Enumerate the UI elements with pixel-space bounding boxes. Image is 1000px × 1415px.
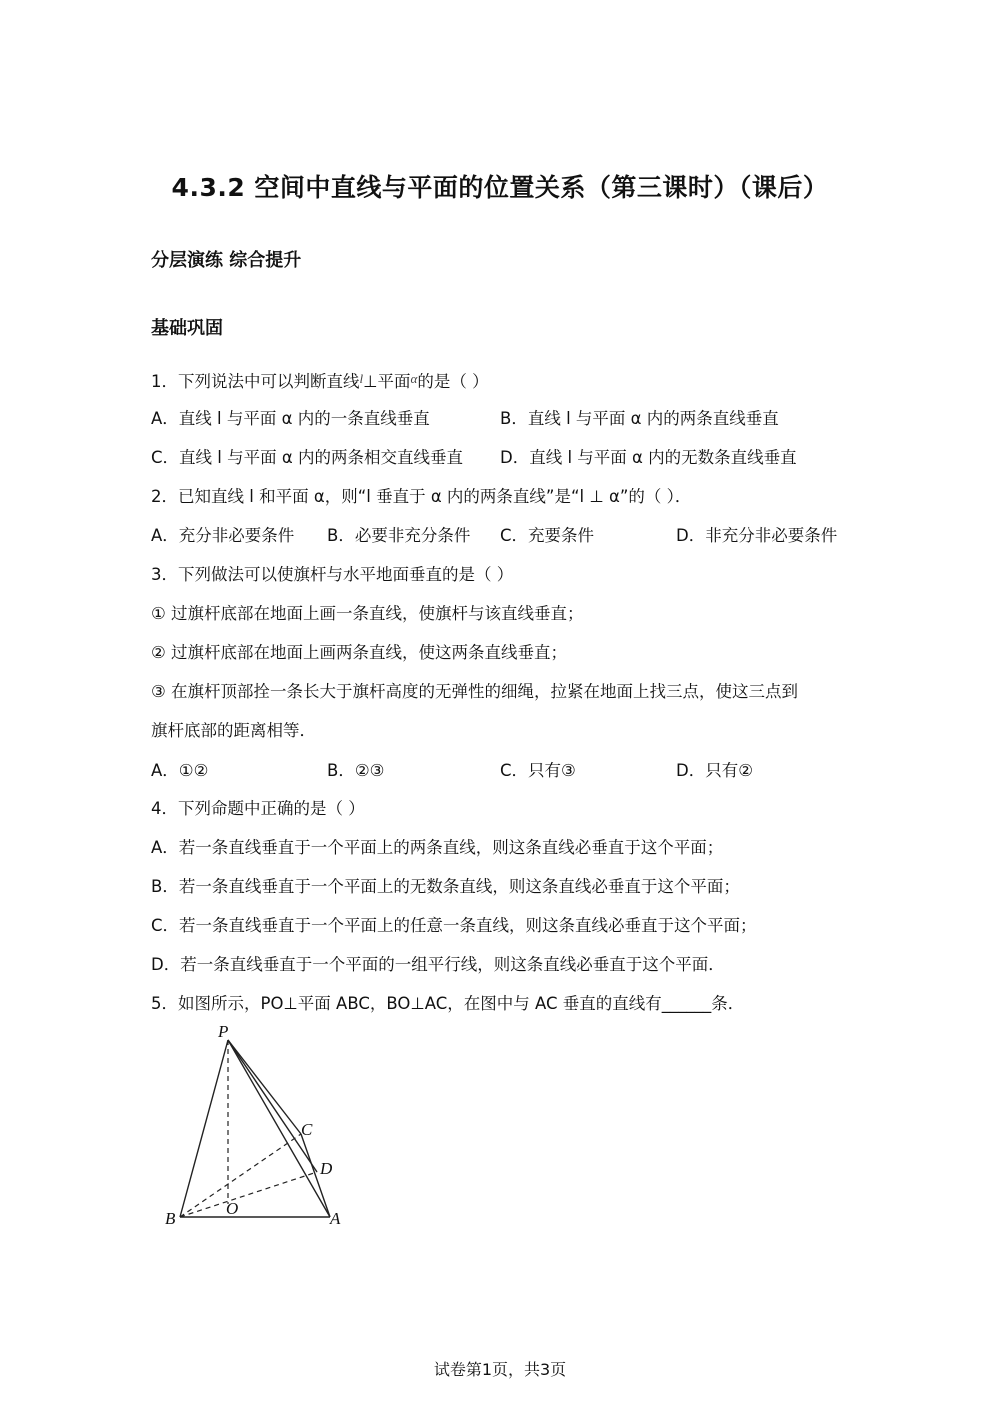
question-1-option-b: B．直线 l 与平面 α 内的两条直线垂直 (500, 409, 779, 428)
dashed-BD (180, 1172, 317, 1217)
question-1-option-c: C．直线 l 与平面 α 内的两条相交直线垂直 (151, 448, 463, 467)
question-1-option-a: A．直线 l 与平面 α 内的一条直线垂直 (151, 409, 430, 428)
question-3-stem: 3．下列做法可以使旗杆与水平地面垂直的是（ ） (151, 565, 514, 584)
label-C: C (301, 1120, 313, 1139)
edge-PC (228, 1040, 301, 1134)
section-heading-basic: 基础巩固 (151, 318, 223, 339)
section-heading-layered-practice: 分层演练 综合提升 (151, 250, 302, 271)
question-3-option-b: B．②③ (327, 761, 385, 780)
question-5-stem: 5．如图所示，PO⊥平面 ABC，BO⊥AC，在图中与 AC 垂直的直线有______条． (151, 994, 745, 1013)
pyramid-figure (160, 1020, 360, 1235)
question-4-option-a: A．若一条直线垂直于一个平面上的两条直线，则这条直线必垂直于这个平面； (151, 838, 724, 857)
question-3-item-3-cont: 旗杆底部的距离相等． (151, 721, 316, 740)
question-3-item-1: ① 过旗杆底部在地面上画一条直线，使旗杆与该直线垂直； (151, 604, 584, 623)
label-D: D (320, 1159, 333, 1178)
question-2-option-d: D．非充分非必要条件 (676, 526, 838, 545)
question-3-option-d: D．只有② (676, 761, 753, 780)
edge-PD (228, 1040, 317, 1172)
question-4-option-d: D．若一条直线垂直于一个平面的一组平行线，则这条直线必垂直于这个平面． (151, 955, 725, 974)
dashed-BC (180, 1134, 301, 1217)
question-2-option-c: C．充要条件 (500, 526, 595, 545)
question-4-stem: 4．下列命题中正确的是（ ） (151, 799, 365, 818)
page-footer: 试卷第1页，共3页 (433, 1360, 567, 1379)
question-3-option-c: C．只有③ (500, 761, 576, 780)
question-4-option-b: B．若一条直线垂直于一个平面上的无数条直线，则这条直线必垂直于这个平面； (151, 877, 740, 896)
page-title: 4.3.2 空间中直线与平面的位置关系（第三课时）（课后） (171, 173, 829, 202)
question-3-item-3: ③ 在旗杆顶部拴一条长大于旗杆高度的无弹性的细绳，拉紧在地面上找三点，使这三点到 (151, 682, 799, 701)
question-3-option-a: A．①② (151, 761, 209, 780)
label-O: O (226, 1199, 239, 1218)
label-A: A (330, 1209, 341, 1228)
question-4-option-c: C．若一条直线垂直于一个平面上的任意一条直线，则这条直线必垂直于这个平面； (151, 916, 757, 935)
question-1-option-d: D．直线 l 与平面 α 内的无数条直线垂直 (500, 448, 797, 467)
edge-PB (180, 1040, 228, 1217)
question-3-item-2: ② 过旗杆底部在地面上画两条直线，使这两条直线垂直； (151, 643, 568, 662)
question-1-stem: 1．下列说法中可以判断直线$^l$⊥平面$^\alpha$的是（ ） (151, 371, 489, 391)
symbol-l: l (359, 371, 364, 386)
label-P: P (218, 1022, 229, 1041)
label-B: B (165, 1209, 176, 1228)
question-2-option-b: B．必要非充分条件 (327, 526, 471, 545)
symbol-alpha: α (410, 371, 418, 386)
edge-PA (228, 1040, 330, 1217)
question-2-option-a: A．充分非必要条件 (151, 526, 295, 545)
question-2-stem: 2．已知直线 l 和平面 α，则“l 垂直于 α 内的两条直线”是“l ⊥ α”的（ ）． (151, 487, 692, 506)
